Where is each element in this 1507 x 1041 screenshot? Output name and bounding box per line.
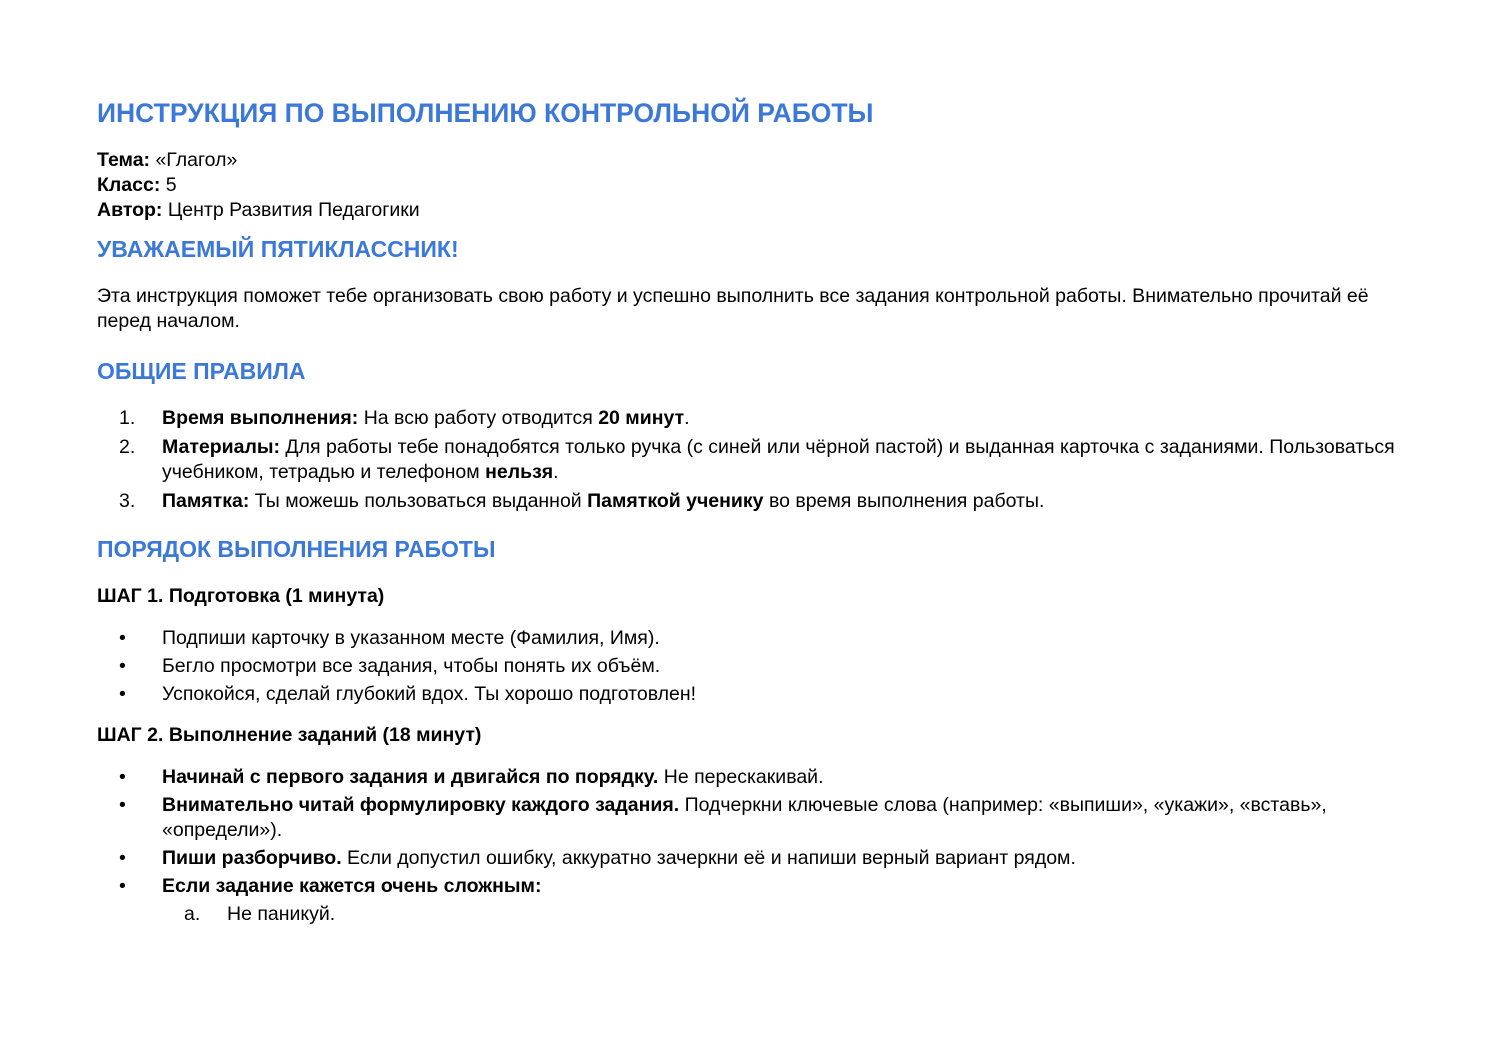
step2-list: [97, 765, 1427, 927]
sub-list-item: a. Не паникуй.: [184, 903, 336, 925]
document-title: ИНСТРУКЦИЯ ПО ВЫПОЛНЕНИЮ КОНТРОЛЬНОЙ РАБОТЫ: [97, 98, 874, 128]
rules-list-item: 3. Памятка: Ты можешь пользоваться выданной Памяткой ученику во время выполнения работы.: [119, 490, 1045, 512]
step1-list: [97, 626, 1427, 707]
list-item: • Бегло просмотри все задания, чтобы понять их объём.: [119, 655, 661, 677]
list-item: • Начинай с первого задания и двигайся по порядку. Не перескакивай.: [119, 766, 824, 788]
rules-list-item: 2. Материалы: Для работы тебе понадобятся только ручка (с синей или чёрной пастой) и выданная карточка с заданиями. Пользоваться учебником, тетрадью и телефоном нельзя.: [119, 436, 1395, 483]
rules-heading: ОБЩИЕ ПРАВИЛА: [97, 358, 306, 384]
list-item: • Пиши разборчиво. Если допустил ошибку, аккуратно зачеркни её и напиши верный вариант рядом.: [119, 847, 1076, 869]
greeting-heading: УВАЖАЕМЫЙ ПЯТИКЛАССНИК!: [97, 236, 459, 262]
rules-list-item: 1. Время выполнения: На всю работу отводится 20 минут.: [119, 407, 690, 429]
meta-author: Автор: Центр Развития Педагогики: [97, 199, 420, 221]
meta-topic: Тема: «Глагол»: [97, 149, 238, 171]
list-item: • Внимательно читай формулировку каждого задания. Подчеркни ключевые слова (например: «выпиши», «укажи», «вставь», «определи»).: [119, 794, 1327, 841]
greeting-paragraph: Эта инструкция поможет тебе организовать свою работу и успешно выполнить все задания контрольной работы. Внимательно прочитай её перед началом.: [97, 285, 1369, 332]
list-item: • Если задание кажется очень сложным:: [119, 875, 542, 897]
meta-grade: Класс: 5: [97, 174, 177, 196]
step2-heading: ШАГ 2. Выполнение заданий (18 минут): [97, 724, 482, 746]
list-item: • Подпиши карточку в указанном месте (Фамилия, Имя).: [119, 627, 660, 649]
step1-heading: ШАГ 1. Подготовка (1 минута): [97, 585, 385, 607]
list-item: • Успокойся, сделай глубокий вдох. Ты хорошо подготовлен!: [119, 683, 697, 705]
document-page: [97, 96, 1427, 927]
meta-block: [97, 148, 1427, 223]
rules-list: [97, 406, 1427, 514]
procedure-heading: ПОРЯДОК ВЫПОЛНЕНИЯ РАБОТЫ: [97, 536, 496, 562]
